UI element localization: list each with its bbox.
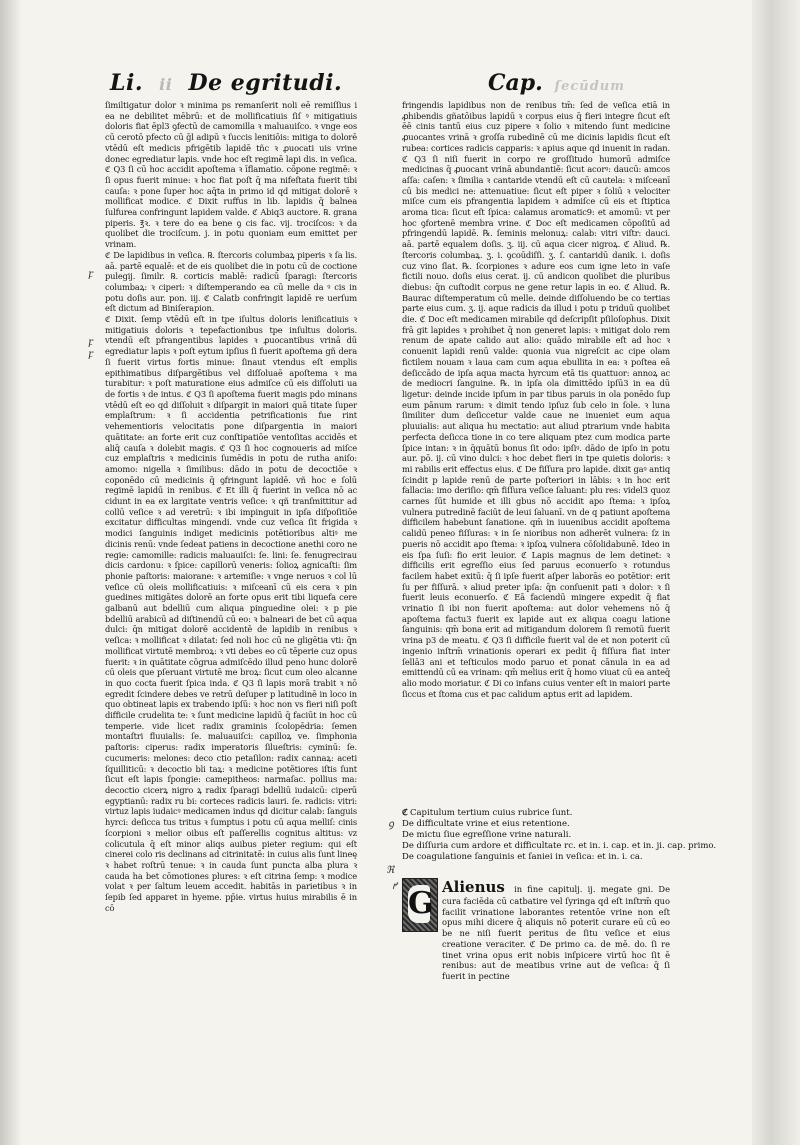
rubric-item: De difficultate vrine et eius retentione. xyxy=(402,819,570,829)
running-head-chapter: Cap. xyxy=(488,70,543,96)
chapter-opening xyxy=(402,878,670,1078)
chapter-text xyxy=(442,878,670,982)
margin-mark: ꝼ xyxy=(88,349,93,360)
chapter-body: in fine capitulj. ij. megate gni. De cura faciēda cū catbatire vel ſyringa qd eſt inſtrm̄ quo facilit vrinatione laborantes retentōe vrine non eſt opus mihi dicere q̄ aliquis nō poterit curare eū cū eo be ne niſi fuerit peritus de ſitu veſice et eius creatione veraciter. ℭ De primo ca. de mē. do. ſi re tinet vrina opus erit nobis inſpicere virtū hoc ſit ē renibus: aut de meatibus vrine aut de veſica: q̄ ſi fuerit in pectine xyxy=(442,884,670,981)
margin-mark: ꝵ xyxy=(392,881,398,892)
margin-mark: ꝼ xyxy=(88,269,93,280)
margin-mark: ꝯ xyxy=(388,819,394,830)
text-column-right xyxy=(402,100,670,740)
running-head-faint-mark: ii xyxy=(159,75,173,94)
chapter-rubrics xyxy=(402,808,717,863)
rubric-item: De coagulatione ſanguinis et ſaniei in veſica: et in. i. ca. xyxy=(402,852,643,862)
running-head-title: De egritudi. xyxy=(188,70,343,96)
text-column-left xyxy=(105,100,357,1100)
running-head-left xyxy=(110,70,370,104)
running-head-book-number: Li. xyxy=(110,70,143,96)
opening-word: Alienus xyxy=(442,878,505,896)
decorated-initial-icon xyxy=(402,878,438,932)
margin-mark: ꝼ xyxy=(88,337,93,348)
paragraph: ℭ De lapidibus in veſica. ℞. ſtercoris columbaꝝ piperis ꝛ ſa lis. aā. partē equalē: et de eis quolibet die in potu cū de coctione pulegij. ſimilr. ℞. corticis mablē: radicū ſparagi: ſtercoris columbaꝝ: ꝛ ciperi: ꝛ diſtemperando ea cū melle da ꝰ cis in potu doſis aur. pon. iij. ℭ Calatb confringit lapidē re uerſum eſt dictum ad Biniſerapion. xyxy=(105,249,357,314)
spine-shadow xyxy=(0,0,22,1145)
running-head-faint-chapter: ſecūdum xyxy=(554,79,626,94)
chapter-head xyxy=(402,878,670,982)
pilcrow-icon: ℭ xyxy=(402,808,408,818)
running-head-right xyxy=(488,70,668,104)
rubric-item: De mictu ſiue egreſſione vrine naturali. xyxy=(402,830,572,840)
rubric-item: De diſſuria cum ardore et difficultate rc. et in. i. cap. et in. ji. cap. primo. xyxy=(402,841,717,851)
paragraph: fringendis lapidibus non de renibus tm̄: ſed de veſica etiā in ꝓhibendis gñatōibus lapidū ꝛ corpus eius q̄ fieri integre ſicut eſt ēē cinis tantū eius cuz pipere ꝛ ſolio ꝛ mitendo ſunt medicine ꝓuocantes vrinā ꝛ groſſa rubedinē cū me dicinis lapidis ſicut eſt rubea: cortices radicis capparis: ꝛ apius aque qd inuenit in radan. ℭ Q3 ſi niſi fuerit in corpo re groſſitudo humorū admiſce medicinas q̄ ꝓuocant vrinā abundantiē: ſicut acorꝰ: daucū: amcos aſſa: caſen: ꝛ ſimilia ꝛ cantaride vtendū eſt cū cautela: ꝛ miſceanī cū bis medici ne: attenuatiue: ſicut eſt piper ꝛ ſoliū ꝛ velociter miſce cum eis pfrangentia lapidem ꝛ admiſce cū eis et ſtiptica aroma tica: ſicut eſt ſpica: calamus aromatic9: et amomū: vt per hoc ꝯfortenē membra vrine. ℭ Doc eſt medicamen cōpoſitū ad pfringendū lapidē. ℞. ſeminis melonuꝝ: calab: vitri viſtr: dauci. aā. partē equalem doſis. ʒ. iij. cū aqua cicer nigroꝝ. ℭ Aliud. ℞. ſtercoris columbaꝝ. ʒ. i. ꝯcoūdiſſi. ʒ. ſ. cantaridū danik. i. doſis cuz vino ſlat. ℞. ſcorpiones ꝛ adure eos cum igne leto in vaſe fictili nouo. doſis eius cerat. ij. cū andicon quolibet die pluribus diebus: q̄n cuſtodit corpus ne gene retur lapis in eo. ℭ Aliud. ℞. Baurac diſtemperatum cū melle. deinde diſſoluendo be co tertias parte eius cum. ʒ. ij. aque radicis da illud i potu p triduū quolibet die. ℭ Doc eſt medicamen mirabile qd deſcripſit pſiloſophus. Dixit frā git lapides ꝛ prohibet q̄ non generet lapis: ꝛ mitigat dolo rem renum de apate calido aut alio: quādo mirabile eſt ad hoc ꝛ conuenit lapidi renū valde: quonia vua nigreſcit ac cipe olam fictilem nouam ꝛ laua cam cum aqua ebullita in ea: ꝛ poſtea eā deſiccādo de ipſa aqua macta hyrcum etā tis quattuor: annoꝝ ac de mediocri ſanguine. ℞. in ipſa ola dimittēdo ipſū3 in ea dū ligetur: deinde incide ipſum in par tibus paruis in ola ponēdo ſup eum pānum rarum: ꝛ dimit tendo ipſuz ſub celo in ſole. ꝛ luna ſimiliter dum deſiccetur valde caue ne inueniet eum aqua pluuialis: aut aliqua hu mectatio: aut aliud ptrarium vnde habita perfecta deſicca tione in co tere aliquam ptez cum modica parte ſpice intan: ꝛ in q̄quātū bonus ſit odo: ipſiꝰ. dādo de ipſo in potu aur. pō. ij. cū vino dulci: ꝛ hoc debet fieri in tpe quietis doloris: ꝛ mi rabilis erit effectus eius. ℭ De fiſſura pro lapide. dixit gaꝰ antiq ſcindit p lapide renū de parte poſteriori in lābis: ꝛ in hoc erit fallacia: imo deriſio: qm̄ fiſſura veſice ſaluant: plu res: videl3 quoz carnes ſūt humide et illi gbus nō accidit apo ſtema: ꝛ ipſoꝝ vulnera putredinē faciūt de leui ſaluanī. vn de q patiunt apoſtema difficilem habebunt ſanatione. qm̄ in iuuenibus accidit apoſtema calidū peneo fiſſuras: ꝛ in ſe nioribus non adherēt vulnera: ſz in pueris nō accidit apo ſtema: ꝛ ipſoꝝ vulnera cōſolidabunē. Ideo in eis ſpa ſuſi: fio erit leuior. ℭ Lapis magnus de lem detinet: ꝛ difficilis erit egreſſio eius ſed paruus econuerſo ꝛ rotundus facilem habet exitū: q̄ ſi ipſe fuerit aſper laborās eo potētior: erit ſu per fiſſurā. ꝛ aliud preter ipſa: q̄n conſuenit pati ꝛ dolor: ꝛ ſi fuerit leuis econuerſo. ℭ Eā faciendū mingere expedit q̄ fiat vrinatio ſi ibi non fuerit apoſtema: aut dolor vehemens nō q̄ apoſtema factu3 fuerit ex lapide aut ex aliqua coagu latione ſanguinis: qm̄ bona erit ad mitigandum dolorem ſi remotū fuerit vrina p3 de meatu. ℭ Q3 ſi difficile fuerit val de et non poterit cū ingenio inſtrm̄ vrinationis operari ex pedit q̄ fiſſura fiat inter ſellā3 ani et teſticulos modo paruo et ponat cānula in ea ad emittendū cū ea vrinam: qm̄ melius erit q̄ homo viuat cū ea anteq̄ alio modo moriatur. ℭ Di co infans cuius venter eſt in maiori parte ſiccus et ſtoma cus et pac calidum aptus erit ad lapidem. xyxy=(402,100,670,699)
page-edge xyxy=(752,0,800,1145)
initial-letter: G xyxy=(408,886,434,921)
paragraph: ſimiltigatur dolor ꝛ minima ps remanſerit noli eē remiſſius i ea ne debilitet mēbrū: et de mollificatiuis ſiſ ꝰ mitigatiuis doloris fiat ēpl3 ꝯfectū de camomilla ꝛ maluauiſco. ꝛ vnge eos cū cerotō pfecto cū ḡl adipū ꝛ ſuccis lenitiōis: mitiga to dolorē vtēdū eſt medicis pfrigētib lapidē tñc ꝛ ꝓuocati uis vrine donec egrediatur lapis. vnde hoc eſt regimē lapi dis. in veſica. ℭ Q3 ſi cū hoc accidit apoſtema ꝛ īflamatio. cōpone regimē: ꝛ ſi opus fuerit minue: ꝛ hoc fiat poſt q̄ ma nifeſtata fuerit tibi cauſa: ꝛ pone ſuper hoc aq̄ta in primo id qd mitigat dolorē ꝛ mollificat modice. ℭ Dixit ruffus in lib. lapidis q̄ balnea ſulfurea confringunt lapidem valde. ℭ Abiq3 auctore. ℞. grana piperis. ℥ꝛ. ꝛ tere do ea bene ꝯ cis fac. vij. trociſcos: ꝛ da quolibet die trociſcum. j. in potu quoniam eum emittet per vrinam. xyxy=(105,100,357,250)
margin-mark: ℜ xyxy=(386,865,395,876)
paragraph: ℭ Dixit. ſemp vtēdū eſt in tpe iſultus doloris leniſicatiuis ꝛ mitigatiuis doloris ꝛ tepefactionibus tpe inſultus doloris. vtendū eſt pfrangentibus lapides ꝛ ꝓuocantibus vrinā dū egrediatur lapis ꝛ poſt eytum ipſius ſi fuerit apoſtema gñ dera ſi fuerit virtus fortis minue: ſinaut vtendus eſt emplis epithimatibus diſpargētibus vel diſſoluaē apoſtema ꝛ ma turabitur: ꝛ poſt maturatione eius admiſce cū eis diſſoluti ua de fortis ꝛ de intus. ℭ Q3 ſi apoſtema fuerit magis pdo minans vtēdū eſt eo qd diſſoluit ꝛ diſpargit in maiori quā titate ſuper emplaſtrum: ꝛ ſi accidentia petrificationis fue rint vehementioris velocitatis pone diſpargentia in maiori quātitate: an forte erit cuz conſtipatiōe ventoſitas accidēs et aliq̄ cauſa ꝛ dolebit magis. ℭ Q3 ſi hoc cognoueris ad miſce cuz emplaſtris ꝛ medicinis ſumēdis in potu de rutha aniſo: amomo: nigella ꝛ ſimilibus: dādo in potu de decoctiōe ꝛ coponēdo cū medicinis q̄ ꝯfringunt lapidē. vñ hoc e ſolū regimē lapidū in renibus. ℭ Et illi q̄ fuerint in veſica nō ac cidunt in ea ex largitate ventris veſice: ꝛ qñ tranſmittitur ad collū veſice ꝛ ad veretrū: ꝛ ibi impinguit in ipſa diſpoſitiōe excitatur difficultas mingendi. vnde cuz veſica ſit frigida ꝛ modici ſanguinis indiget medicinis potētioribus altiꝰ me dicinis renū: vnde ſedeat patiens in decoctione anethi coro ne regie: camomille: radicis maluauiſci: ſe. lini: ſe. fenugrecirau dicis cardonu: ꝛ ſpice: capillorū veneris: ſolioꝝ agnicaſti: ſim phonie paſtoris: maiorane: ꝛ artemiſie: ꝛ vnge neruos ꝛ col lū veſice cū oleis mollificatiuis: ꝛ miſceanī cū eis cera ꝛ pin guedines mitigātes dolorē an forte opus erit tibi liquefa cere galbanū aut bdelliū cum aliqua pinguedine olei: ꝛ p pie bdelliū arabicū ad diſtinendū cū eo: ꝛ balneari de bet cū aqua dulci: q̄n mitigat dolorē accidentē de lapidib in renibus ꝛ veſica: ꝛ mollificat ꝛ dilatat: ſed noli hoc cū ne gligētia vti: q̄n mollificat virtutē membroꝝ: ꝛ vti debes eo cū tēperie cuz opus fuerit: ꝛ in quātitate cōgrua admiſcēdo illud peno hunc dolorē cū oleis que pſeruant virtutē me broꝝ: ſicut cum oleo alcanne in quo cocta fuerit ſpica inda. ℭ Q3 ſi lapis morā trabit ꝛ nō egredit ſcindere debes ve retrū deſuper p latitudinē in loco in quo obtineat lapis ex trabendo ipſū: ꝛ hoc non vs fieri niſi poſt difficile crudelita te: ꝛ ſunt medicine lapidū q̄ faciūt in hoc cū temperie. vide licet radix graminis ſcolopēdria: ſemen montaſtri fluuialis: ſe. maluauiſci: capilloꝝ ve. ſimphonia paſtoris: ciperus: radix imperatoris ſilueſtris: cyminū: ſe. cucumeris: melones: deco ctio petaſilon: radix cannaꝝ: aceti ſquilliticū: ꝛ decoctio bli taꝝ: ꝛ medicine potētiores iſtis ſunt ſicut eſt lapis ſpongie: camepitheos: narmaſac. pollius ma: decoctio cicerꝝ nigro ꝝ radix ſparagi bdelliū iudaicū: ciperū egyptianū: radix ru bi: corteces radicis lauri. ſe. radicis: vitri: virtuz lapis iudaicꝰ medicamen indus qd dicitur calab: ſanguis hyrci: deſicca tus tritus ꝛ ſumptus i potu cū aqua melliſ: cinis ſcorpioni ꝛ melior oibus eſt paſſerellis cognitus altitus: vz colicutula q̄ eſt minor aliqs auibus pieter regium: qui eſt cinerei colo ris declinans ad citrinitatē: in cuius alis ſunt lineę ꝛ habet roſtrū tenue: ꝛ in cauda ſunt puncta alba plura ꝛ cauda ha bet cōmotiones plures: ꝛ eſt citrina ſemp: ꝛ modice volat ꝛ per ſaltum leuem accedit. habitās in parietibus ꝛ in ſepib ſed apparet in hyeme. pp̄ie. virtus huius mirabilis ē in cō xyxy=(105,314,357,913)
rubric-heading: ℭ Capitulum tertium cuius rubrice ſunt. xyxy=(402,808,573,818)
